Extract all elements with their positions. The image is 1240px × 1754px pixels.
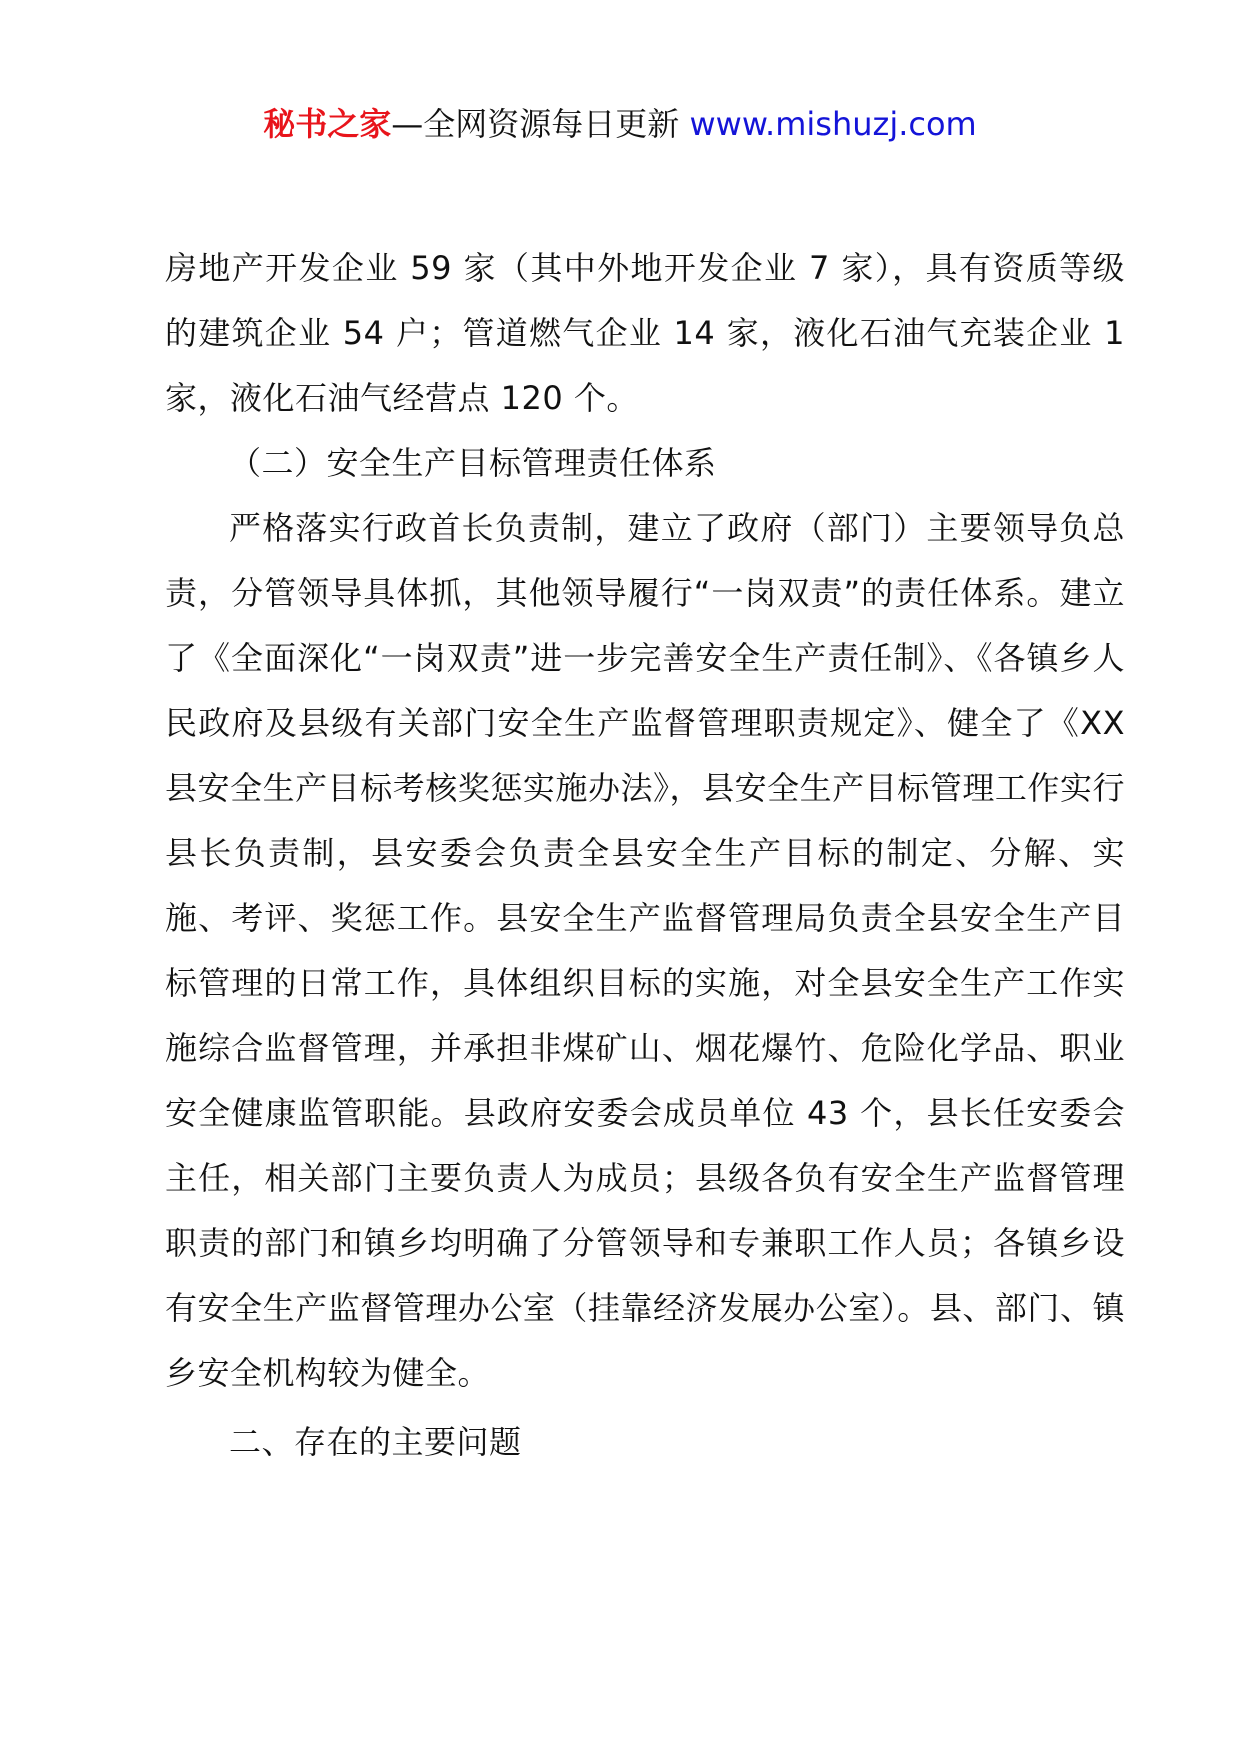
section-heading-responsibility-system: （二）安全生产目标管理责任体系 <box>229 444 717 482</box>
site-brand: 秘书之家 <box>263 105 392 143</box>
site-url-link[interactable]: www.mishuzj.com <box>689 105 977 143</box>
section-heading-main-problems: 二、存在的主要问题 <box>229 1423 522 1461</box>
paragraph-enterprise-stats: 房地产开发企业 59 家（其中外地开发企业 7 家），具有资质等级的建筑企业 54 户；管道燃气企业 14 家，液化石油气充装企业 1 家，液化石油气经营点 120 个。 <box>165 249 1125 417</box>
site-header <box>0 100 1240 148</box>
site-slogan: —全网资源每日更新 <box>391 105 680 143</box>
paragraph-responsibility-system: 严格落实行政首长负责制，建立了政府（部门）主要领导负总责，分管领导具体抓，其他领导履行“一岗双责”的责任体系。建立了《全面深化“一岗双责”进一步完善安全生产责任制》、《各镇乡人民政府及县级有关部门安全生产监督管理职责规定》、健全了《XX 县安全生产目标考核奖惩实施办法》，县安全生产目标管理工作实行县长负责制，县安委会负责全县安全生产目标的制定、分解、实施、考评、奖惩工作。县安全生产监督管理局负责全县安全生产目标管理的日常工作，具体组织目标的实施，对全县安全生产工作实施综合监督管理，并承担非煤矿山、烟花爆竹、危险化学品、职业安全健康监管职能。县政府安委会成员单位 43 个，县长任安委会主任，相关部门主要负责人为成员；县级各负有安全生产监督管理职责的部门和镇乡均明确了分管领导和专兼职工作人员；各镇乡设有安全生产监督管理办公室（挂靠经济发展办公室）。县、部门、镇乡安全机构较为健全。 <box>165 509 1125 1392</box>
document-body <box>165 236 1125 1475</box>
